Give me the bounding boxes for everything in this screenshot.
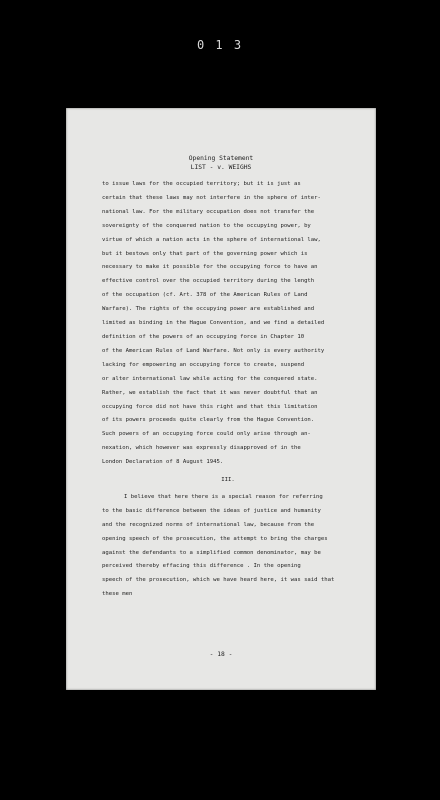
text-line: of the American Rules of Land Warfare. Not only is every authority [102, 347, 325, 354]
text-line: of its powers proceeds quite clearly from the Hague Convention. [102, 417, 315, 424]
text-line: effective control over the occupied territory during the length [102, 278, 315, 285]
text-line: speech of the prosecution, which we have heard here, it was said that [102, 577, 335, 584]
page-number: - 18 - [209, 651, 233, 658]
paragraph-section-iii [102, 491, 354, 602]
text-line: of the occupation (cf. Art. 378 of the American Rules of Land [102, 292, 308, 299]
text-line: I believe that here there is a special reason for referring [124, 493, 323, 500]
text-line: or alter international law while acting for the conquered state. [102, 375, 318, 382]
text-line: London Declaration of 8 August 1945. [102, 459, 224, 466]
text-line: against the defendants to a simplified common denominator, may be [102, 549, 321, 556]
document-page [66, 108, 376, 690]
text-line: these men [102, 591, 133, 598]
text-line: opening speech of the prosecution, the attempt to bring the charges [102, 535, 328, 542]
text-line: national law. For the military occupation does not transfer the [102, 208, 315, 215]
text-line: sovereignty of the conquered nation to the occupying power, by [102, 222, 311, 229]
text-line: Warfare). The rights of the occupying power are established and [102, 306, 315, 313]
text-line: lacking for empowering an occupying force to create, suspend [102, 361, 305, 368]
text-line: definition of the powers of an occupying force in Chapter 10 [102, 333, 305, 340]
document-body [102, 178, 354, 602]
text-line: Such powers of an occupying force could only arise through an- [102, 431, 311, 438]
text-line: perceived thereby effacing this difference . In the opening [102, 563, 301, 570]
text-line: occupying force did not have this right and that this limitation [102, 403, 318, 410]
text-line: nexation, which however was expressly disapproved of in the [102, 445, 301, 452]
document-header [66, 154, 376, 172]
text-line: virtue of which a nation acts in the sphere of international law, [102, 236, 321, 243]
text-line: to issue laws for the occupied territory; but it is just as [102, 181, 301, 187]
heading: Opening Statement [188, 155, 254, 162]
frame-number: 0 1 3 [196, 38, 244, 52]
text-line: but it bestows only that part of the governing power which is [102, 250, 308, 257]
text-line: and the recognized norms of international law, because from the [102, 521, 315, 528]
text-line: certain that these laws may not interfere in the sphere of inter- [102, 194, 321, 201]
text-line: necessary to make it possible for the occupying force to have an [102, 264, 318, 271]
section-number: III. [221, 477, 235, 484]
paragraph-continued [102, 178, 354, 470]
text-line: Rather, we establish the fact that it was never doubtful that an [102, 389, 318, 396]
text-line: to the basic difference between the ideas of justice and humanity [102, 507, 321, 514]
case-title: LIST - v. WEIGHS [190, 164, 252, 171]
text-line: limited as binding in the Hague Convention, and we find a detailed [102, 320, 325, 327]
